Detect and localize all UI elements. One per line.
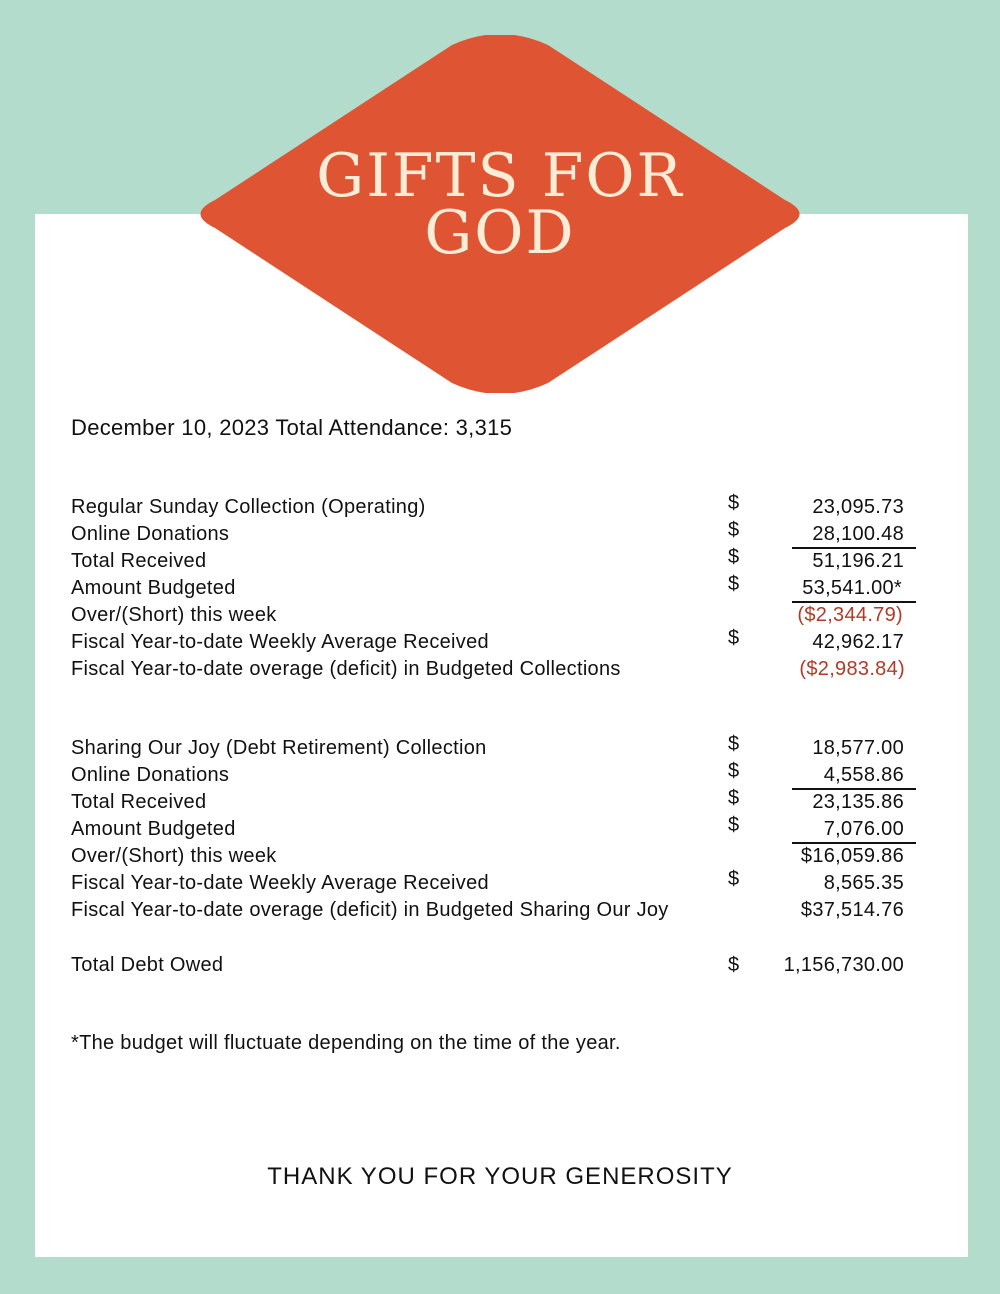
title-line-1: GIFTS FOR (316, 141, 684, 211)
soj-label: Sharing Our Joy (Debt Retirement) Collection (71, 737, 487, 759)
op-amount-negative: ($2,344.79) (797, 604, 903, 626)
soj-label: Online Donations (71, 764, 230, 786)
op-amount: 28,100.48 (812, 523, 904, 545)
soj-label: Over/(Short) this week (71, 845, 277, 867)
op-dollar: $ (728, 519, 740, 541)
soj-label: Amount Budgeted (71, 818, 236, 840)
op-dollar: $ (728, 573, 740, 595)
op-label: Fiscal Year-to-date Weekly Average Received (71, 631, 489, 653)
page-title (190, 141, 810, 268)
op-label: Over/(Short) this week (71, 604, 277, 626)
op-amount-negative: ($2,983.84) (799, 658, 905, 680)
op-amount: 51,196.21 (812, 550, 904, 572)
op-dollar: $ (728, 546, 740, 568)
op-amount: 53,541.00* (802, 577, 902, 599)
title-line-2: GOD (424, 198, 576, 268)
soj-amount: 7,076.00 (823, 818, 904, 840)
soj-dollar: $ (728, 814, 740, 836)
debt-amount: 1,156,730.00 (783, 954, 904, 976)
soj-amount: 8,565.35 (823, 872, 904, 894)
budget-footnote: *The budget will fluctuate depending on the time of the year. (71, 1032, 621, 1054)
soj-amount: $37,514.76 (800, 899, 904, 921)
op-label: Amount Budgeted (71, 577, 236, 599)
soj-amount: $16,059.86 (800, 845, 904, 867)
thank-you-message: THANK YOU FOR YOUR GENEROSITY (267, 1163, 733, 1190)
soj-dollar: $ (728, 760, 740, 782)
soj-dollar: $ (728, 787, 740, 809)
soj-label: Fiscal Year-to-date overage (deficit) in Budgeted Sharing Our Joy (71, 899, 669, 921)
soj-amount: 18,577.00 (812, 737, 904, 759)
op-label: Online Donations (71, 523, 230, 545)
op-label: Total Received (71, 550, 207, 572)
soj-dollar: $ (728, 868, 740, 890)
soj-amount: 4,558.86 (823, 764, 904, 786)
op-label: Regular Sunday Collection (Operating) (71, 496, 426, 518)
soj-amount: 23,135.86 (812, 791, 904, 813)
debt-dollar: $ (728, 954, 740, 976)
op-amount: 23,095.73 (812, 496, 904, 518)
op-dollar: $ (728, 492, 740, 514)
op-dollar: $ (728, 627, 740, 649)
soj-label: Fiscal Year-to-date Weekly Average Received (71, 872, 489, 894)
op-amount: 42,962.17 (812, 631, 904, 653)
debt-label: Total Debt Owed (71, 954, 224, 976)
op-label: Fiscal Year-to-date overage (deficit) in Budgeted Collections (71, 658, 621, 680)
soj-label: Total Received (71, 791, 207, 813)
soj-dollar: $ (728, 733, 740, 755)
attendance-line: December 10, 2023 Total Attendance: 3,315 (71, 415, 513, 440)
